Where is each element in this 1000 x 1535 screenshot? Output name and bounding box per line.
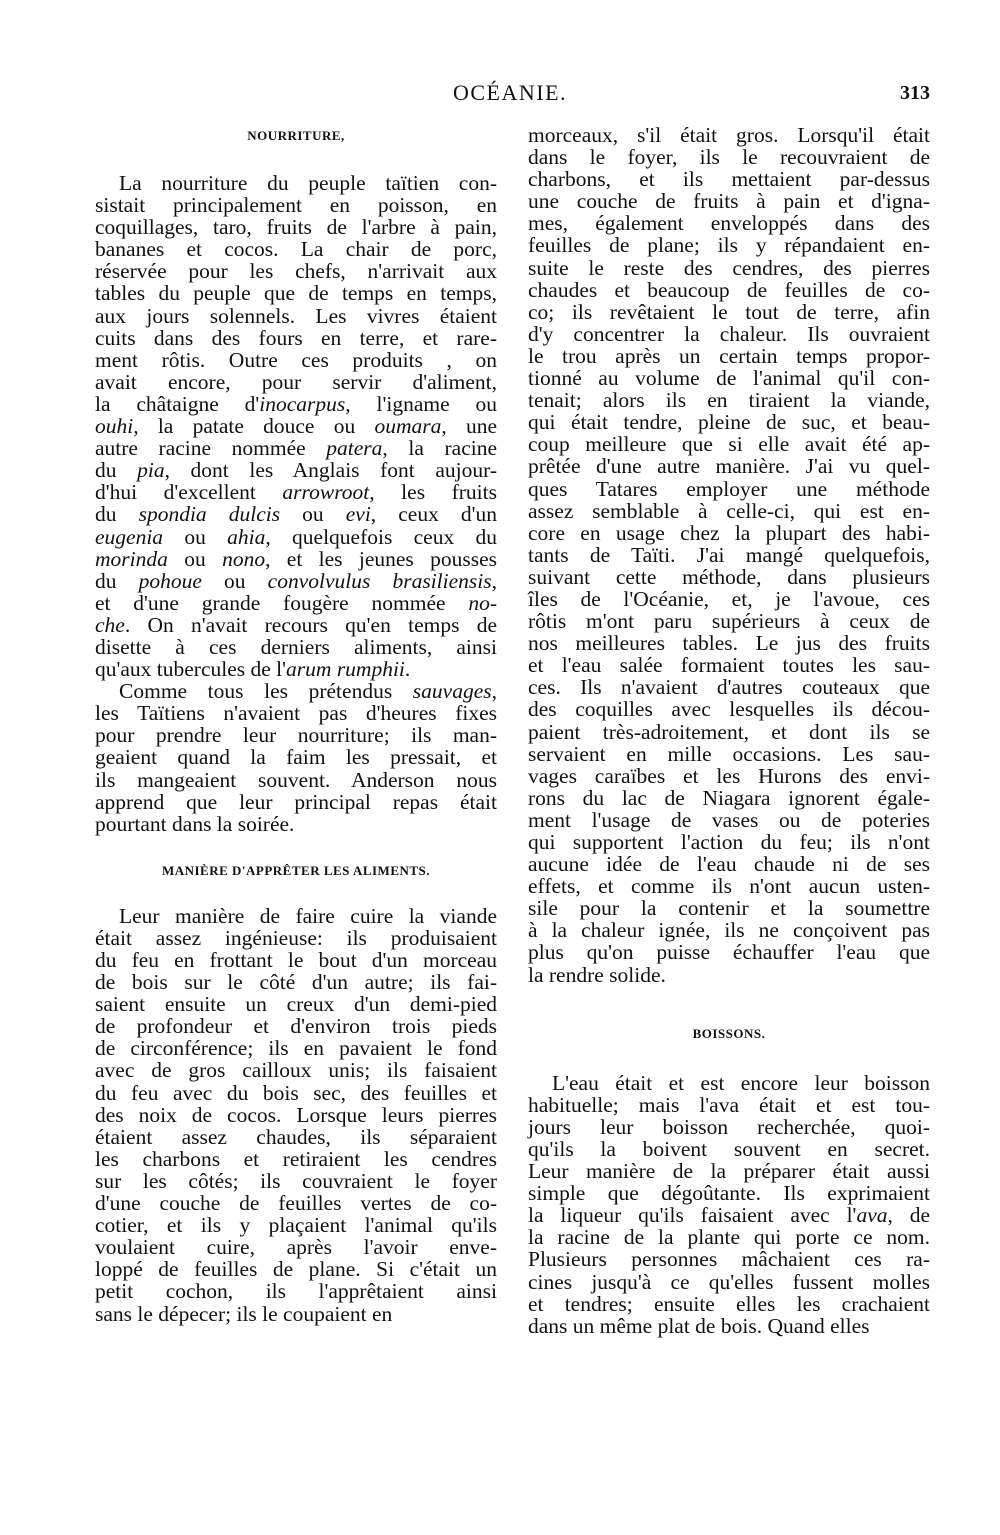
text-line: feuilles de plane; ils y répandaient en-	[528, 233, 930, 258]
text-line: la rendre solide.	[528, 962, 666, 987]
text-line: cotier, et ils y plaçaient l'animal qu'ils	[95, 1213, 497, 1238]
text-line: vages caraïbes et les Hurons des envi-	[528, 763, 930, 788]
text-line: sans le dépecer; ils le coupaient en	[95, 1301, 393, 1326]
text-line: était assez ingénieuse: ils produisaient	[95, 925, 497, 950]
text-line: Leur manière de la préparer était aussi	[528, 1159, 930, 1184]
text-line: ques Tatares employer une méthode	[528, 476, 930, 501]
text-line: simple que dégoûtante. Ils exprimaient	[528, 1181, 930, 1206]
text-line: du pia, dont les Anglais font aujour-	[95, 458, 498, 483]
text-line: rons du lac de Niagara ignorent égale-	[528, 785, 930, 810]
text-line: à la chaleur ignée, ils ne conçoivent pas	[528, 918, 930, 943]
text-line: réservée pour les chefs, n'arrivait aux	[95, 259, 497, 284]
text-line: servaient en mille occasions. Les sau-	[528, 741, 930, 766]
text-line: effets, et comme ils n'ont aucun usten-	[528, 874, 930, 899]
section-heading-nourriture: NOURRITURE,	[247, 128, 345, 143]
section-heading-boissons: BOISSONS.	[692, 1025, 766, 1041]
text-line: du feu avec du bois sec, des feuilles et	[95, 1080, 497, 1105]
text-line: assez semblable à celle-ci, qui est en-	[528, 498, 930, 523]
text-line: ment l'usage de vases ou de poteries	[528, 807, 930, 832]
continued-paragraph	[528, 124, 930, 986]
section-boissons-body	[528, 1072, 930, 1337]
text-line: des noix de cocos. Lorsque leurs pierres	[95, 1102, 497, 1127]
text-line: morinda ou nono, et les jeunes pousses	[95, 546, 498, 571]
text-line: saient ensuite un creux d'un demi-pied	[95, 992, 497, 1017]
text-line: de profondeur et d'environ trois pieds	[95, 1014, 497, 1039]
text-line: du feu en frottant le bout d'un morceau	[95, 948, 497, 972]
section-heading-maniere: MANIÈRE D'APPRÊTER LES ALIMENTS.	[161, 862, 431, 878]
text-line: jours leur boisson recherchée, quoi-	[528, 1114, 930, 1139]
text-line: ouhi, la patate douce ou oumara, une	[95, 414, 497, 439]
text-line: coup meilleure que si elle avait été ap-	[528, 432, 930, 457]
text-line: et d'une grande fougère nommée no-	[95, 590, 497, 615]
text-line: la châtaigne d'inocarpus, l'igname ou	[95, 391, 497, 416]
text-line: étaient assez chaudes, ils séparaient	[95, 1124, 497, 1149]
text-line: suivant cette méthode, dans plusieurs	[528, 564, 930, 589]
text-line: avec de gros cailloux unis; ils faisaient	[95, 1058, 497, 1083]
text-line: bananes et cocos. La chair de porc,	[95, 237, 497, 262]
text-line: ils mangeaient souvent. Anderson nous	[95, 767, 497, 792]
text-line: core en usage chez la plupart des habi-	[528, 520, 930, 545]
text-line: nos meilleures tables. Le jus des fruits	[528, 631, 930, 656]
text-line: petit cochon, ils l'apprêtaient ainsi	[95, 1279, 497, 1304]
text-line: qu'ils la boivent souvent en secret.	[528, 1136, 930, 1161]
text-line: apprend que leur principal repas était	[95, 789, 497, 814]
paragraph	[95, 172, 497, 680]
text-line: morceaux, s'il était gros. Lorsqu'il était	[528, 123, 930, 147]
text-line: sistait principalement en poisson, en	[95, 193, 497, 218]
paragraph	[528, 1072, 930, 1337]
text-line: d'hui d'excellent arrowroot, les fruits	[95, 480, 497, 505]
text-line: ces. Ils n'avaient d'autres couteaux que	[528, 675, 930, 700]
text-line: loppé de feuilles de plane. Si c'était un	[95, 1257, 497, 1282]
text-line: aux jours solennels. Les vivres étaient	[95, 303, 497, 328]
text-line: les charbons et retiraient les cendres	[95, 1146, 497, 1171]
text-line: pour prendre leur nourriture; ils man-	[95, 723, 497, 748]
text-line: disette à ces derniers aliments, ainsi	[95, 634, 497, 659]
text-line: la liqueur qu'ils faisaient avec l'ava, de	[528, 1203, 931, 1228]
text-line: qui était tendre, pleine de suc, et beau-	[528, 410, 930, 435]
text-line: qu'aux tubercules de l'arum rumphii.	[95, 657, 411, 682]
paragraph	[95, 905, 497, 1325]
text-line: L'eau était et est encore leur boisson	[552, 1070, 930, 1095]
text-line: paient très-adroitement, et dont ils se	[528, 719, 930, 744]
text-line: une couche de fruits à pain et d'igna-	[528, 189, 930, 214]
text-line: mes, également enveloppés dans des	[528, 211, 930, 236]
text-line: geaient quand la faim les pressait, et	[95, 745, 497, 770]
text-line: voulaient cuire, après l'avoir enve-	[95, 1235, 497, 1260]
text-line: pourtant dans la soirée.	[95, 811, 295, 836]
text-line: le trou après un certain temps propor-	[528, 343, 930, 368]
text-line: prêtée d'une autre manière. J'ai vu quel-	[528, 454, 930, 479]
text-line: suite le reste des cendres, des pierres	[528, 255, 930, 280]
text-line: tionné au volume de l'animal qu'il con-	[528, 366, 930, 391]
text-line: tenait; alors ils en tiraient la viande,	[528, 388, 930, 413]
paragraph	[528, 124, 930, 986]
text-line: charbons, et ils mettaient par-dessus	[528, 167, 930, 192]
text-line: des coquilles avec lesquelles ils décou-	[528, 697, 930, 722]
text-line: cines jusqu'à ce qu'elles fussent molles	[528, 1269, 930, 1294]
section-nourriture-body	[95, 172, 497, 835]
text-line: tants de Taïti. J'ai mangé quelquefois,	[528, 542, 930, 567]
text-line: co; ils revêtaient le tout de terre, afin	[528, 299, 930, 324]
text-line: du pohoue ou convolvulus brasiliensis,	[95, 568, 497, 593]
text-line: Leur manière de faire cuire la viande	[119, 903, 497, 928]
text-line: Comme tous les prétendus sauvages,	[119, 679, 497, 704]
text-line: ment rôtis. Outre ces produits , on	[95, 347, 497, 372]
text-line: eugenia ou ahia, quelquefois ceux du	[95, 524, 497, 549]
text-line: aucune idée de l'eau chaude ni de ses	[528, 852, 930, 877]
text-line: îles de l'Océanie, et, je l'avoue, ces	[528, 586, 930, 611]
right-column	[528, 124, 930, 1337]
page-number: 313	[900, 82, 930, 104]
text-line: d'une couche de feuilles vertes de co-	[95, 1191, 497, 1216]
text-line: avait encore, pour servir d'aliment,	[95, 369, 497, 394]
text-line: habituelle; mais l'ava était et est tou-	[528, 1092, 930, 1117]
text-line: d'y concentrer la chaleur. Ils ouvraient	[528, 321, 930, 346]
section-maniere-body	[95, 905, 497, 1325]
text-line: dans le foyer, ils le recouvraient de	[528, 145, 930, 170]
text-line: cuits dans des fours en terre, et rare-	[95, 325, 497, 350]
text-line: tables du peuple que de temps en temps,	[95, 281, 497, 306]
text-line: qui supportent l'action du feu; ils n'ont	[528, 830, 930, 854]
running-head	[0, 80, 1000, 110]
text-line: plus qu'on puisse échauffer l'eau que	[528, 940, 930, 965]
text-line: sile pour la contenir et la soumettre	[528, 896, 930, 921]
text-line: et l'eau salée formaient toutes les sau-	[528, 653, 930, 678]
text-line: La nourriture du peuple taïtien con-	[119, 171, 497, 195]
text-line: dans un même plat de bois. Quand elles	[528, 1313, 870, 1338]
text-line: les Taïtiens n'avaient pas d'heures fixes	[95, 701, 497, 726]
left-column	[95, 128, 497, 1325]
text-line: la racine de la plante qui porte ce nom.	[528, 1225, 930, 1250]
text-line: et tendres; ensuite elles les crachaient	[528, 1291, 930, 1316]
text-line: de bois sur le côté d'un autre; ils fai-	[95, 970, 497, 995]
text-line: Plusieurs personnes mâchaient ces ra-	[528, 1247, 930, 1272]
text-line: rôtis m'ont paru supérieurs à ceux de	[528, 609, 930, 634]
text-line: che. On n'avait recours qu'en temps de	[95, 612, 497, 637]
text-line: sur les côtés; ils couvraient le foyer	[95, 1168, 497, 1193]
running-title: OCÉANIE.	[453, 80, 568, 105]
text-line: de circonférence; ils en pavaient le fond	[95, 1036, 497, 1061]
text-line: coquillages, taro, fruits de l'arbre à pain,	[95, 215, 497, 240]
paragraph	[95, 680, 497, 835]
text-line: du spondia dulcis ou evi, ceux d'un	[95, 502, 498, 527]
text-line: autre racine nommée patera, la racine	[95, 436, 497, 461]
text-line: chaudes et beaucoup de feuilles de co-	[528, 277, 930, 302]
